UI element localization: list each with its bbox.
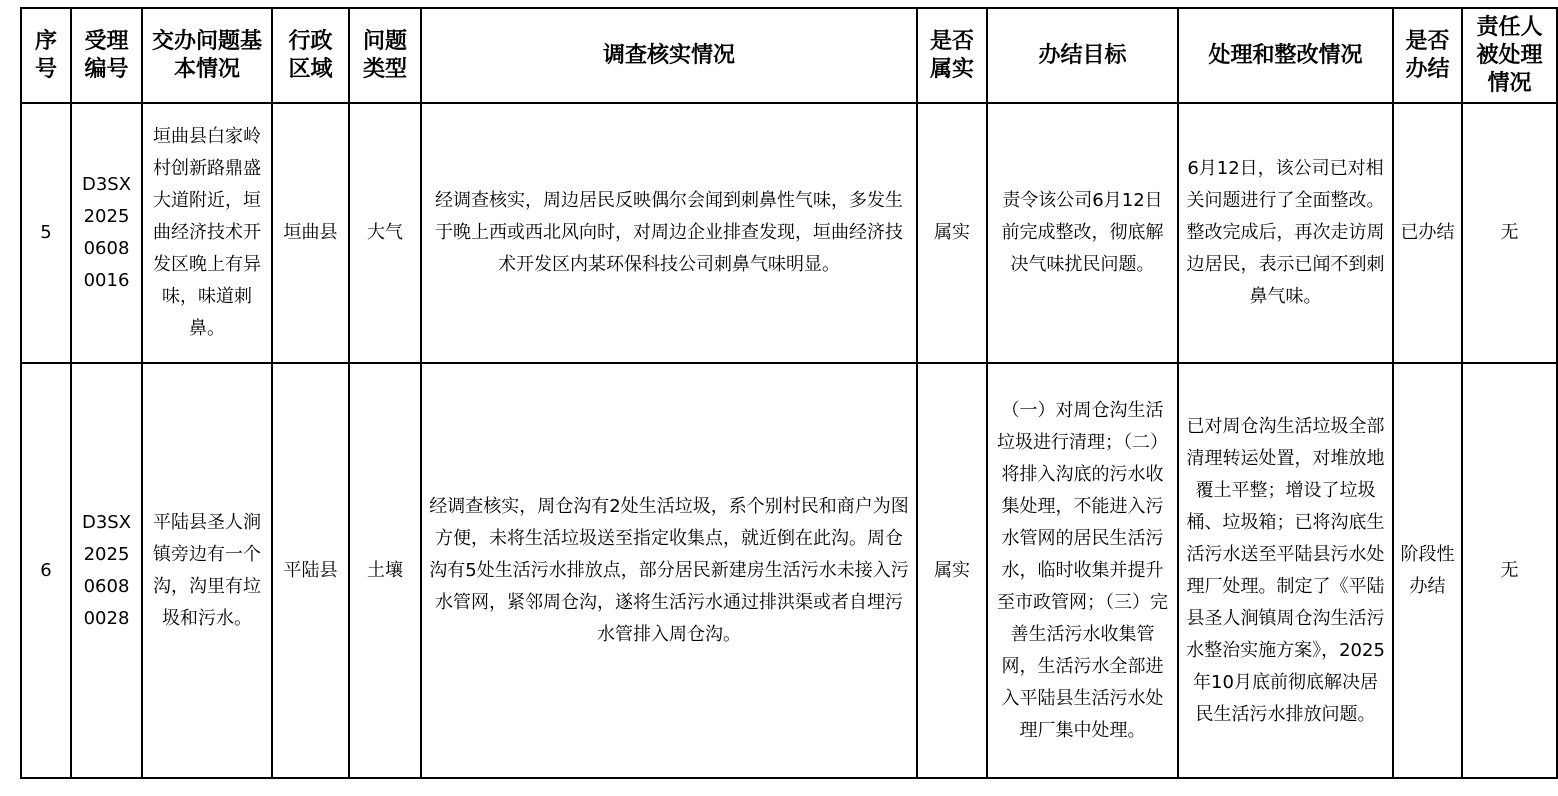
header-goal: 办结目标 xyxy=(987,8,1178,103)
cell-code: D3SX20250608 0016 xyxy=(71,103,142,363)
cell-investigation: 经调查核实，周仓沟有2处生活垃圾，系个别村民和商户为图方便，未将生活垃圾送至指定收集点，就近倒在此沟。周仓沟有5处生活污水排放点，部分居民新建房生活污水未接入污水管网，紧邻周仓沟，遂将生活污水通过排洪渠或者自埋污水管排入周仓沟。 xyxy=(421,363,917,778)
header-type: 问题类型 xyxy=(349,8,421,103)
cell-closed: 阶段性办结 xyxy=(1393,363,1462,778)
cell-verified: 属实 xyxy=(917,103,987,363)
header-verified: 是否属实 xyxy=(917,8,987,103)
table-row xyxy=(21,363,1557,778)
header-accountability: 责任人被处理情况 xyxy=(1462,8,1557,103)
cell-handling: 6月12日，该公司已对相关问题进行了全面整改。整改完成后，再次走访周边居民，表示已闻不到刺鼻气味。 xyxy=(1178,103,1393,363)
cell-closed: 已办结 xyxy=(1393,103,1462,363)
cell-issue: 垣曲县白家岭村创新路鼎盛大道附近，垣曲经济技术开发区晚上有异味，味道刺鼻。 xyxy=(142,103,272,363)
document-page xyxy=(20,7,1558,779)
cell-type: 土壤 xyxy=(349,363,421,778)
cell-seq: 6 xyxy=(21,363,71,778)
table-header-row xyxy=(21,8,1557,103)
cell-goal: 责令该公司6月12日前完成整改，彻底解决气味扰民问题。 xyxy=(987,103,1178,363)
complaint-table xyxy=(20,7,1558,779)
cell-type: 大气 xyxy=(349,103,421,363)
cell-issue: 平陆县圣人涧镇旁边有一个沟，沟里有垃圾和污水。 xyxy=(142,363,272,778)
header-code: 受理编号 xyxy=(71,8,142,103)
header-seq: 序号 xyxy=(21,8,71,103)
cell-region: 垣曲县 xyxy=(272,103,349,363)
cell-handling: 已对周仓沟生活垃圾全部清理转运处置，对堆放地覆土平整；增设了垃圾桶、垃圾箱；已将沟底生活污水送至平陆县污水处理厂处理。制定了《平陆县圣人涧镇周仓沟生活污水整治实施方案》，2025年10月底前彻底解决居民生活污水排放问题。 xyxy=(1178,363,1393,778)
cell-region: 平陆县 xyxy=(272,363,349,778)
cell-seq: 5 xyxy=(21,103,71,363)
cell-code: D3SX20250608 0028 xyxy=(71,363,142,778)
cell-accountability: 无 xyxy=(1462,103,1557,363)
header-region: 行政区域 xyxy=(272,8,349,103)
header-closed: 是否办结 xyxy=(1393,8,1462,103)
header-issue: 交办问题基本情况 xyxy=(142,8,272,103)
cell-investigation: 经调查核实，周边居民反映偶尔会闻到刺鼻性气味，多发生于晚上西或西北风向时，对周边企业排查发现，垣曲经济技术开发区内某环保科技公司刺鼻气味明显。 xyxy=(421,103,917,363)
cell-goal: （一）对周仓沟生活垃圾进行清理；（二）将排入沟底的污水收集处理，不能进入污水管网的居民生活污水，临时收集并提升至市政管网；（三）完善生活污水收集管网，生活污水全部进入平陆县生活污水处理厂集中处理。 xyxy=(987,363,1178,778)
table-row xyxy=(21,103,1557,363)
cell-verified: 属实 xyxy=(917,363,987,778)
cell-accountability: 无 xyxy=(1462,363,1557,778)
header-handling: 处理和整改情况 xyxy=(1178,8,1393,103)
header-investigation: 调查核实情况 xyxy=(421,8,917,103)
